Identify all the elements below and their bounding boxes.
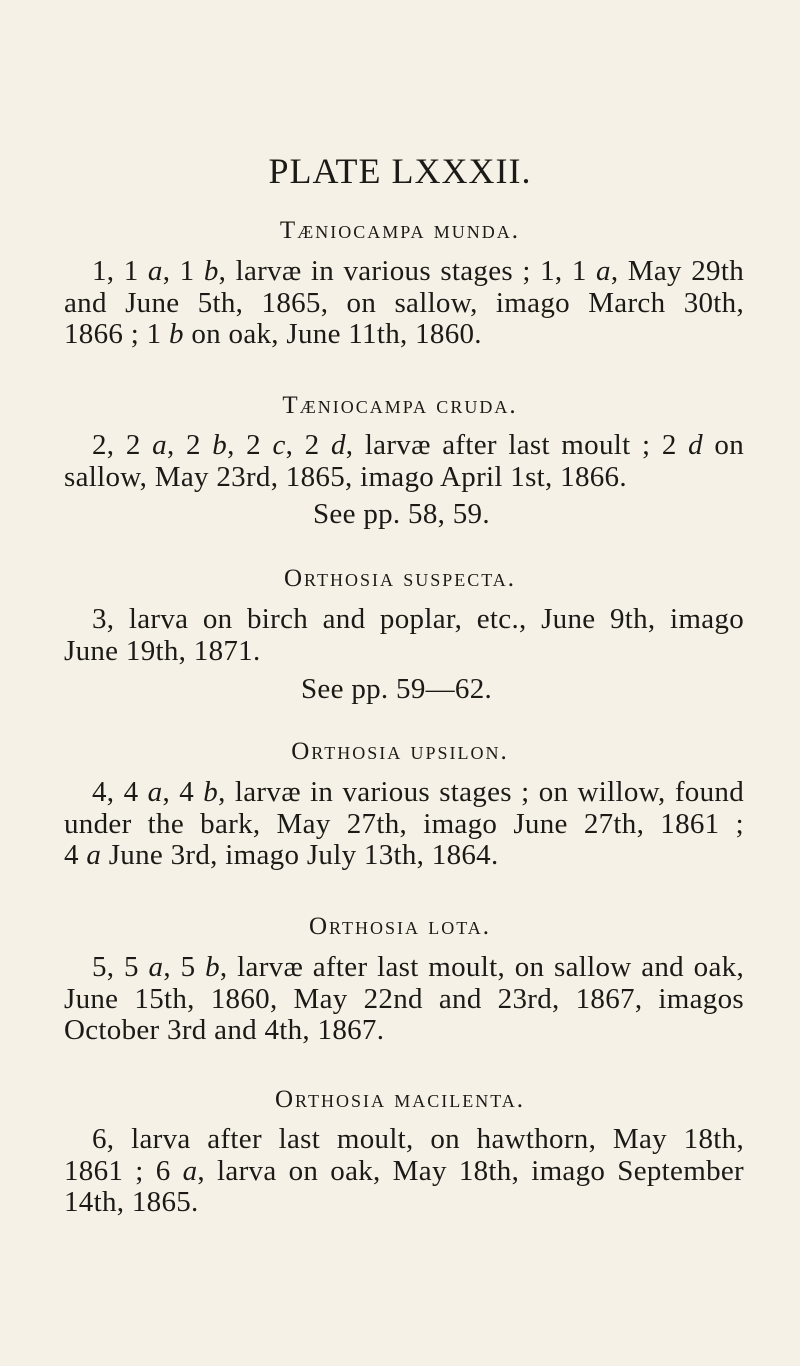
text-line: 2, 2 a, 2 b, 2 c, 2 d, larvæ after last moult ; 2 d on bbox=[92, 429, 745, 461]
text-line: and June 5th, 1865, on sallow, imago March 30th, bbox=[64, 286, 744, 319]
text-line: 1861 ; 6 a, larva on oak, May 18th, imago September bbox=[64, 1154, 744, 1187]
species-heading: Tæniocampa cruda. bbox=[282, 392, 518, 419]
plate-description bbox=[64, 777, 744, 872]
text-line: 1, 1 a, 1 b, larvæ in various stages ; 1, 1 a, May 29th bbox=[92, 255, 744, 287]
page-reference: See pp. 59—62. bbox=[301, 673, 493, 705]
species-heading: Orthosia macilenta. bbox=[274, 1086, 526, 1113]
species-heading: Tæniocampa munda. bbox=[279, 217, 521, 244]
text-line: 6, larva after last moult, on hawthorn, May 18th, bbox=[92, 1123, 744, 1155]
species-heading: Orthosia suspecta. bbox=[283, 565, 517, 592]
plate-description bbox=[64, 604, 744, 667]
text-line: 5, 5 a, 5 b, larvæ after last moult, on sallow and oak, bbox=[92, 951, 744, 983]
text-line: sallow, May 23rd, 1865, imago April 1st, 1866. bbox=[64, 460, 627, 493]
plate-description bbox=[64, 430, 744, 493]
text-line: 1866 ; 1 b on oak, June 11th, 1860. bbox=[64, 318, 482, 350]
text-line: October 3rd and 4th, 1867. bbox=[64, 1014, 385, 1046]
text-line: under the bark, May 27th, imago June 27th, 1861 ; bbox=[64, 807, 744, 840]
text-line: 4, 4 a, 4 b, larvæ in various stages ; on willow, found bbox=[92, 776, 744, 808]
plate-description bbox=[64, 1124, 744, 1219]
plate-description bbox=[64, 952, 744, 1047]
page-reference: See pp. 58, 59. bbox=[313, 498, 490, 530]
plate-title: PLATE LXXXII. bbox=[268, 151, 532, 191]
text-line: June 19th, 1871. bbox=[64, 634, 261, 667]
text-line: June 15th, 1860, May 22nd and 23rd, 1867, imagos bbox=[64, 982, 744, 1015]
text-line: 4 a June 3rd, imago July 13th, 1864. bbox=[64, 839, 499, 871]
plate-description bbox=[64, 256, 744, 351]
species-heading: Orthosia upsilon. bbox=[291, 738, 509, 765]
species-heading: Orthosia lota. bbox=[308, 913, 492, 940]
text-line: 14th, 1865. bbox=[64, 1186, 199, 1218]
text-line: 3, larva on birch and poplar, etc., June 9th, imago bbox=[92, 603, 744, 635]
